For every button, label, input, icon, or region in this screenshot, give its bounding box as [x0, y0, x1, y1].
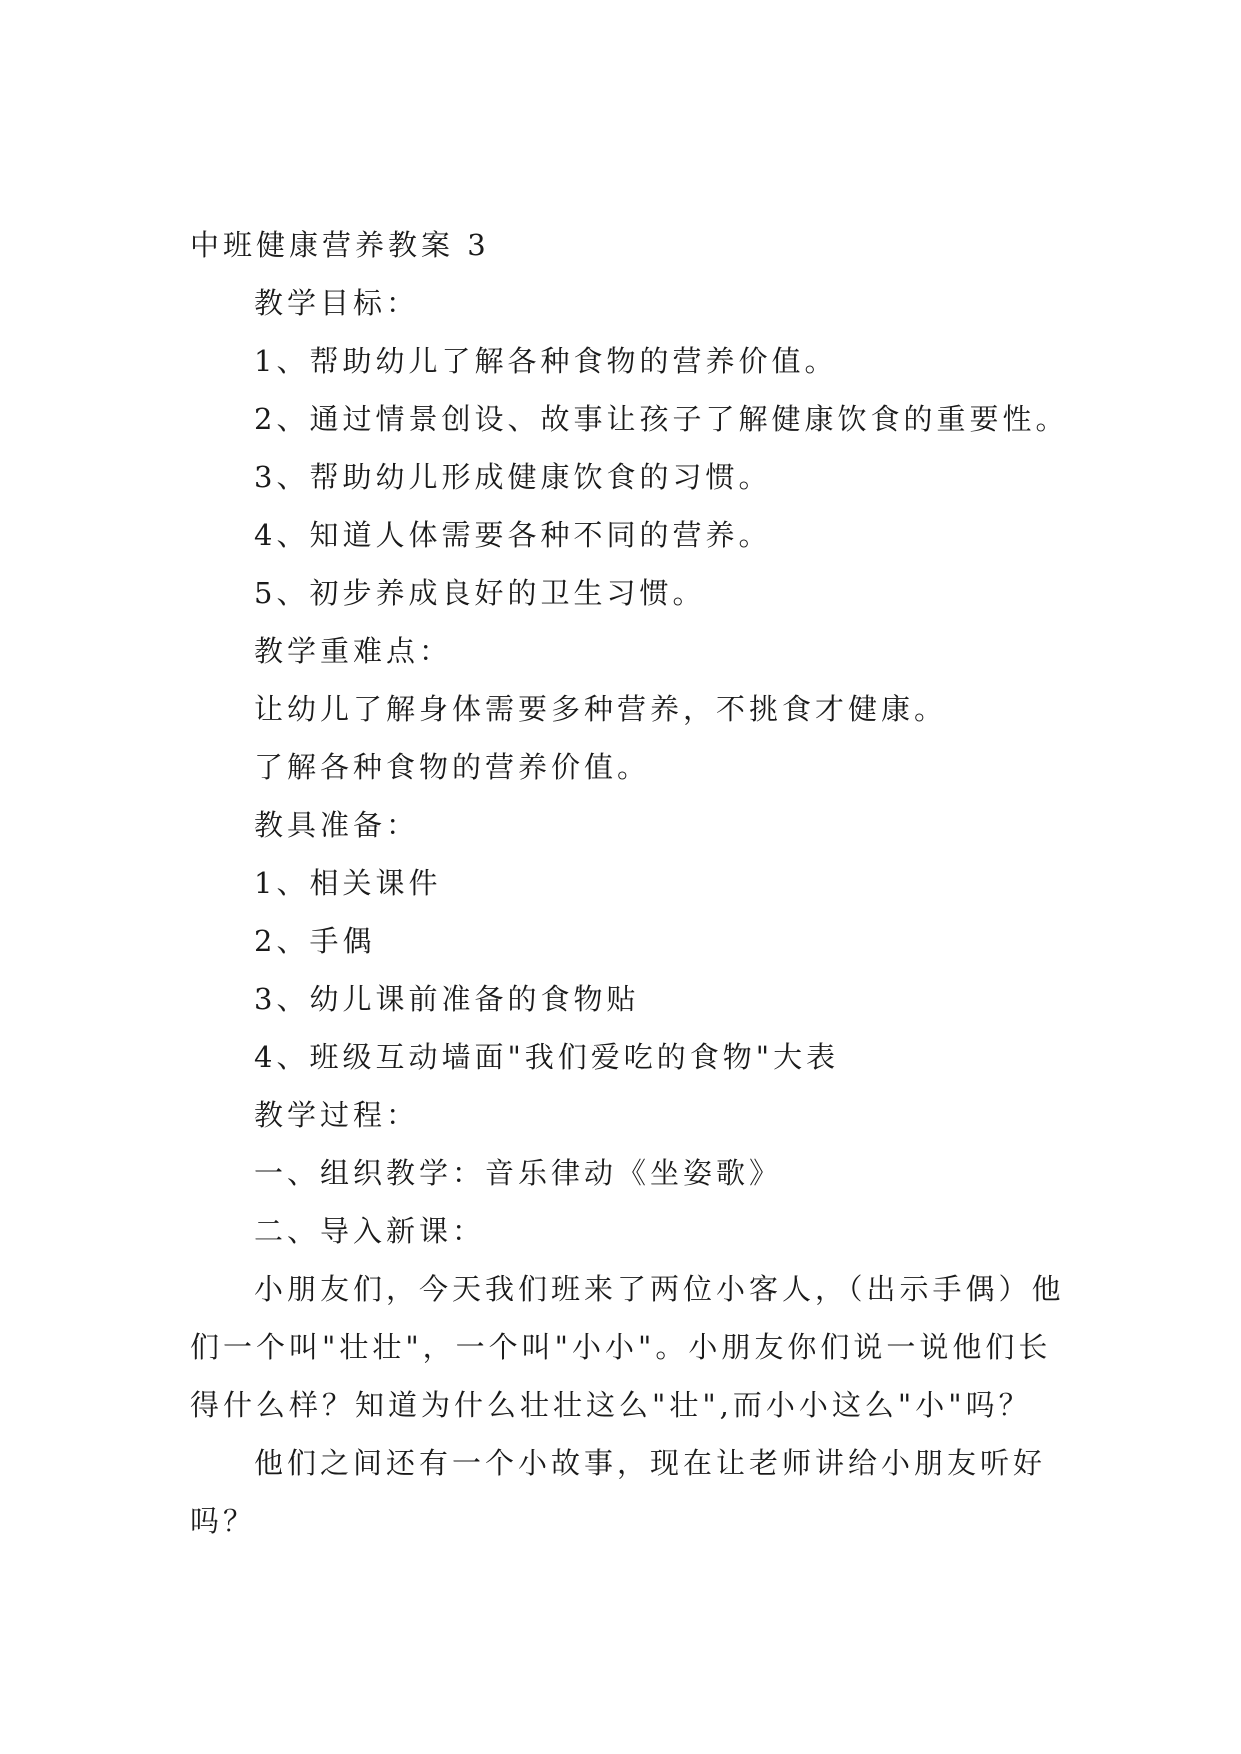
- material-item-1: 1、相关课件: [254, 866, 442, 900]
- paragraph-intro: 小朋友们，今天我们班来了两位小客人，（出示手偶）他们一个叫"壮壮"，一个叫"小小"。小朋友你们说一说他们长得什么样？知道为什么壮壮这么"壮",而小小这么"小"吗？: [190, 1272, 1065, 1422]
- section-heading-key-points: 教学重难点：: [254, 634, 453, 668]
- document-title: 中班健康营养教案 3: [190, 228, 490, 262]
- section-heading-goals: 教学目标：: [254, 286, 420, 320]
- goal-item-5: 5、初步养成良好的卫生习惯。: [254, 576, 706, 610]
- section-heading-materials: 教具准备：: [254, 808, 420, 842]
- document-body: [190, 216, 1070, 1550]
- goal-item-4: 4、知道人体需要各种不同的营养。: [254, 518, 772, 552]
- process-step-2: 二、导入新课：: [254, 1214, 486, 1248]
- material-item-3: 3、幼儿课前准备的食物贴: [254, 982, 640, 1016]
- process-step-1: 一、组织教学：音乐律动《坐姿歌》: [254, 1156, 783, 1190]
- section-heading-process: 教学过程：: [254, 1098, 420, 1132]
- goal-item-3: 3、帮助幼儿形成健康饮食的习惯。: [254, 460, 772, 494]
- key-point-2: 了解各种食物的营养价值。: [254, 750, 651, 784]
- material-item-2: 2、手偶: [254, 924, 376, 958]
- key-point-1: 让幼儿了解身体需要多种营养，不挑食才健康。: [254, 692, 948, 726]
- goal-item-1: 1、帮助幼儿了解各种食物的营养价值。: [254, 344, 838, 378]
- material-item-4: 4、班级互动墙面"我们爱吃的食物"大表: [254, 1040, 840, 1074]
- paragraph-story: 他们之间还有一个小故事，现在让老师讲给小朋友听好吗？: [190, 1446, 1047, 1538]
- goal-item-2: 2、通过情景创设、故事让孩子了解健康饮食的重要性。: [254, 402, 1069, 436]
